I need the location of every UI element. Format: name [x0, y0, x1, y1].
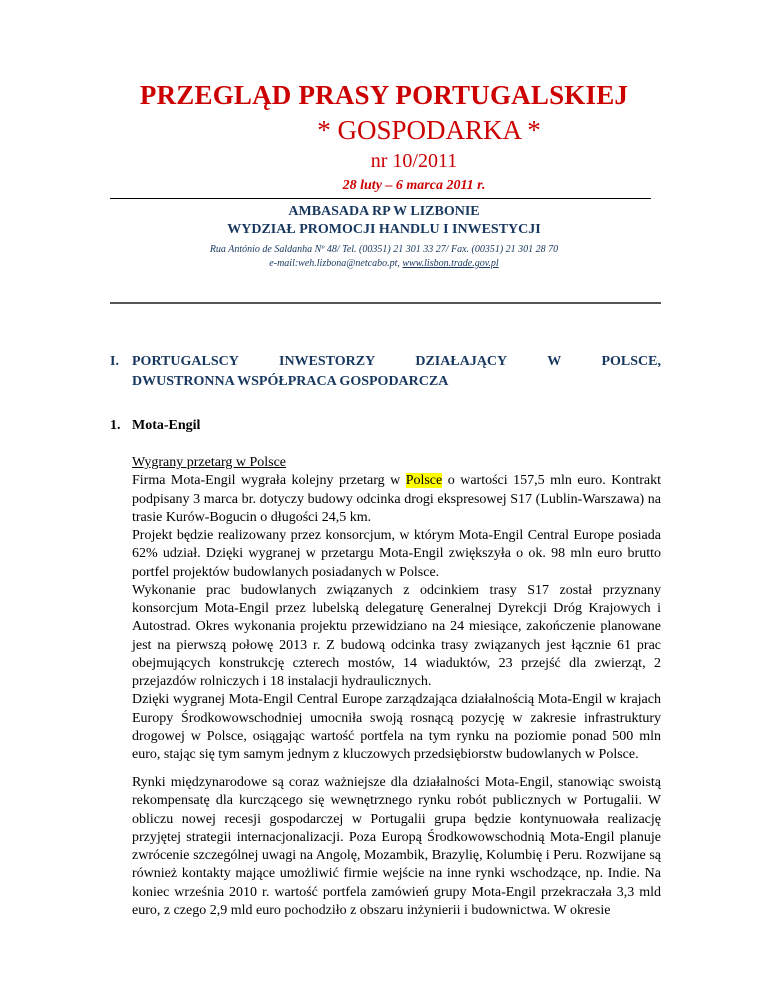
subsection-heading [110, 418, 200, 434]
article-body [132, 454, 661, 764]
document-subtitle: * GOSPODARKA * [317, 115, 541, 145]
paragraph-1 [132, 472, 661, 527]
website-link[interactable]: www.lisbon.trade.gov.pl [402, 258, 499, 269]
embassy-department: WYDZIAŁ PROMOCJI HANDLU I INWESTYCJI [227, 222, 541, 237]
subsection-title: Mota-Engil [132, 418, 201, 433]
section-word: INWESTORZY [279, 354, 376, 369]
paragraph-2: Projekt będzie realizowany przez konsorcjum, w którym Mota-Engil Central Europe posiada 62% udział. Dzięki wygranej w przetargu Mota-Engil zwiększyła o ok. 98 mln euro brutto portfel projektów budowlanych posiadanych w Polsce. [132, 528, 661, 580]
section-word: DZIAŁAJĄCY [415, 354, 508, 369]
section-word: PORTUGALSCY [132, 354, 239, 369]
document-title: PRZEGLĄD PRASY PORTUGALSKIEJ [139, 80, 629, 110]
header-divider [110, 198, 651, 199]
embassy-divider [110, 302, 661, 304]
section-number: I. [110, 354, 119, 369]
section-title-line2: DWUSTRONNA WSPÓŁPRACA GOSPODARCZA [132, 374, 449, 389]
highlighted-word: Polsce [405, 473, 443, 489]
p1-text-end: o wartości 157,5 mln euro. Kontrakt podpisany 3 marca br. dotyczy budowy odcinka drogi ekspresowej S17 (Lublin-Warszawa) na trasie Kurów-Bogucin o długości 24,5 km. [132, 473, 661, 525]
paragraph-4: Dzięki wygranej Mota-Engil Central Europe zarządzająca działalnością Mota-Engil w krajach Europy Środkowowschodniej umocniła swoją rosnącą pozycję w zakresie infrastruktury drogowej w Polsce, osiągając wartość portfela na tym rynku na poziomie ponad 500 mln euro, stając się tym samym jednym z kluczowych przedsiębiorstw budowlanych w Polsce. [132, 692, 661, 762]
section-word: W [547, 354, 562, 369]
embassy-address: Rua António de Saldanha Nº 48/ Tel. (00351) 21 301 33 27/ Fax. (00351) 21 301 28 70 [209, 244, 559, 255]
article-heading: Wygrany przetarg w Polsce [132, 455, 287, 470]
subsection-number: 1. [110, 418, 121, 433]
paragraph-3: Wykonanie prac budowlanych związanych z odcinkiem trasy S17 został przyznany konsorcjum Mota-Engil przez lubelską delegaturę Generalnej Dyrekcji Dróg Krajowych i Autostrad. Okres wykonania projektu przewidziano na 24 miesiące, zakończenie planowane jest na pierwszą połowę 2013 r. Z budową odcinka trasy związanych jest łącznie 61 prac obejmujących konstrukcję czterech mostów, 14 wiaduktów, 23 przejść dla zwierząt, 2 przejazdów rolniczych i 18 instalacji hydraulicznych. [132, 582, 661, 689]
date-range: 28 luty – 6 marca 2011 r. [342, 178, 486, 193]
paragraph-5: Rynki międzynarodowe są coraz ważniejsze dla działalności Mota-Engil, stanowiąc swoistą rekompensatę dla kurczącego się wewnętrznego rynku robót publicznych w Portugalii. W obliczu nowej recesji gospodarczej w Portugalii grupa będzie kontynuowała realizację przyjętej strategii internacjonalizacji. Poza Europą Środkowowschodnią Mota-Engil planuje zwrócenie szczególnej uwagi na Angolę, Mozambik, Brazylię, Kolumbię i Peru. Rozwijane są również kontakty mające umożliwić firmie wejście na inne rynki wschodzące, np. Indie. Na koniec września 2010 r. wartość portfela zamówień grupy Mota-Engil przekraczała 3,3 mld euro, z czego 2,9 mld euro pochodziło z obszaru inżynierii i budownictwa. W okresie [132, 775, 661, 918]
section-title-line1 [132, 352, 661, 372]
email-text: e-mail:weh.lizbona@netcabo.pt, [269, 258, 403, 269]
issue-number: nr 10/2011 [370, 150, 458, 172]
embassy-contact [0, 258, 768, 269]
embassy-name: AMBASADA RP W LIZBONIE [288, 204, 480, 219]
p1-text: Firma Mota-Engil wygrała kolejny przetarg w [132, 473, 406, 489]
section-word: POLSCE, [601, 354, 661, 369]
